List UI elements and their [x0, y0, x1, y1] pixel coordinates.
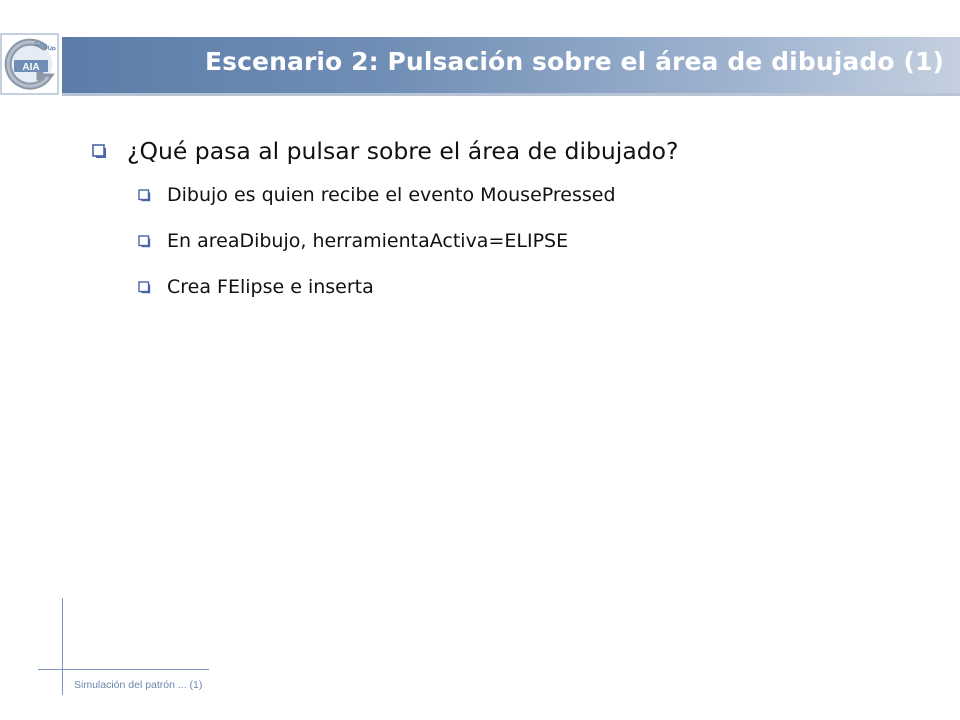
- footer-vertical-rule: [62, 598, 63, 695]
- bullet-text: ¿Qué pasa al pulsar sobre el área de dibujado?: [127, 137, 679, 165]
- bullet-list: [92, 134, 932, 302]
- hollow-square-bullet-icon: [138, 235, 151, 248]
- footer-horizontal-rule: [38, 669, 209, 670]
- sub-bullet-item: [138, 272, 932, 302]
- bullet-item: [92, 134, 932, 168]
- gaia-logo-icon: [0, 33, 62, 95]
- hollow-square-bullet-icon: [138, 281, 151, 294]
- sub-bullet-text: En areaDibujo, herramientaActiva=ELIPSE: [167, 230, 569, 252]
- logo-wordmark-top: GROUP: [33, 41, 57, 54]
- logo-wordmark: AIA: [22, 62, 40, 73]
- page-title: Escenario 2: Pulsación sobre el área de dibujado (1): [204, 47, 944, 76]
- sub-bullet-text: Dibujo es quien recibe el evento MousePressed: [167, 184, 616, 206]
- footer-caption: Simulación del patrón ... (1): [74, 679, 203, 691]
- title-underline: [62, 93, 960, 96]
- hollow-square-bullet-icon: [92, 144, 107, 159]
- hollow-square-bullet-icon: [138, 189, 151, 202]
- sub-bullet-item: [138, 226, 932, 256]
- sub-bullet-item: [138, 180, 932, 210]
- sub-bullet-text: Crea FElipse e inserta: [167, 276, 374, 298]
